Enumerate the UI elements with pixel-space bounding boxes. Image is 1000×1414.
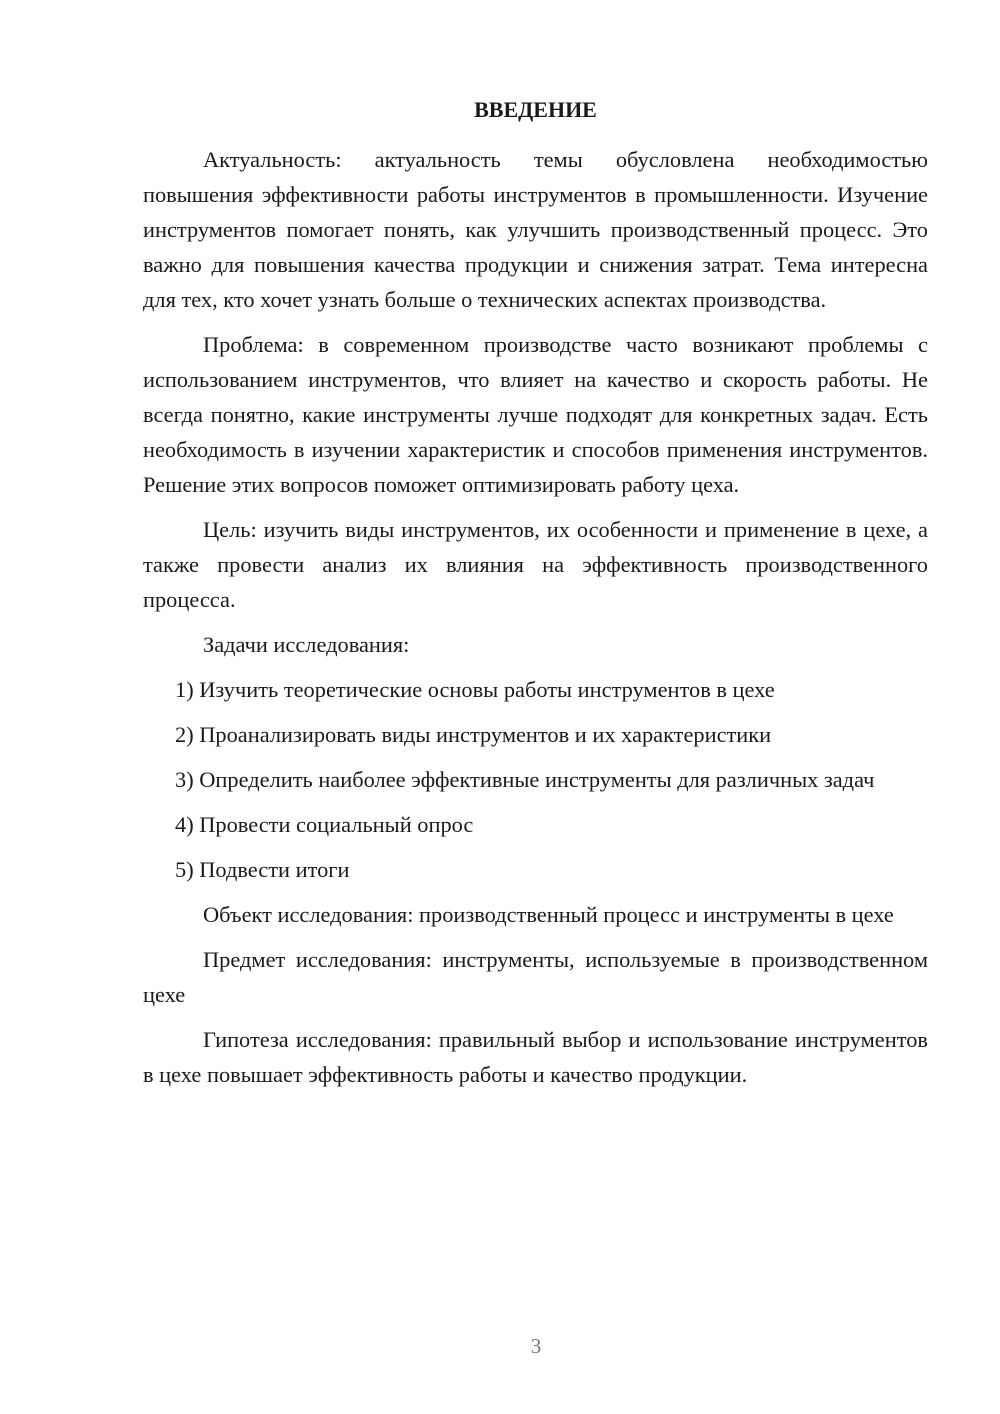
task-item-5: 5) Подвести итоги [175, 857, 350, 882]
paragraph-hypothesis: Гипотеза исследования: правильный выбор и использование инструментов в цехе повышает эффективность работы и качество продукции. [143, 1027, 928, 1087]
task-item-3: 3) Определить наиболее эффективные инструменты для различных задач [175, 767, 875, 792]
paragraph-problem: Проблема: в современном производстве часто возникают проблемы с использованием инструментов, что влияет на качество и скорость работы. Не всегда понятно, какие инструменты лучше подходят для конкретных задач. Есть необходимость в изучении характеристик и способов применения инструментов. Решение этих вопросов поможет оптимизировать работу цеха. [143, 332, 928, 497]
task-item-4: 4) Провести социальный опрос [175, 812, 474, 837]
paragraph-object: Объект исследования: производственный процесс и инструменты в цехе [203, 902, 894, 927]
document-page [143, 92, 928, 1092]
paragraph-subject: Предмет исследования: инструменты, используемые в производственном цехе [143, 947, 928, 1007]
paragraph-relevance: Актуальность: актуальность темы обусловлена необходимостью повышения эффективности работы инструментов в промышленности. Изучение инструментов помогает понять, как улучшить производственный процесс. Это важно для повышения качества продукции и снижения затрат. Тема интересна для тех, кто хочет узнать больше о технических аспектах производства. [143, 147, 928, 312]
page-title: ВВЕДЕНИЕ [474, 97, 597, 122]
task-item-1: 1) Изучить теоретические основы работы инструментов в цехе [175, 677, 775, 702]
page-number: 3 [530, 1334, 542, 1358]
tasks-heading: Задачи исследования: [203, 632, 410, 657]
task-item-2: 2) Проанализировать виды инструментов и их характеристики [175, 722, 772, 747]
paragraph-goal: Цель: изучить виды инструментов, их особенности и применение в цехе, а также провести анализ их влияния на эффективность производственного процесса. [143, 517, 928, 612]
